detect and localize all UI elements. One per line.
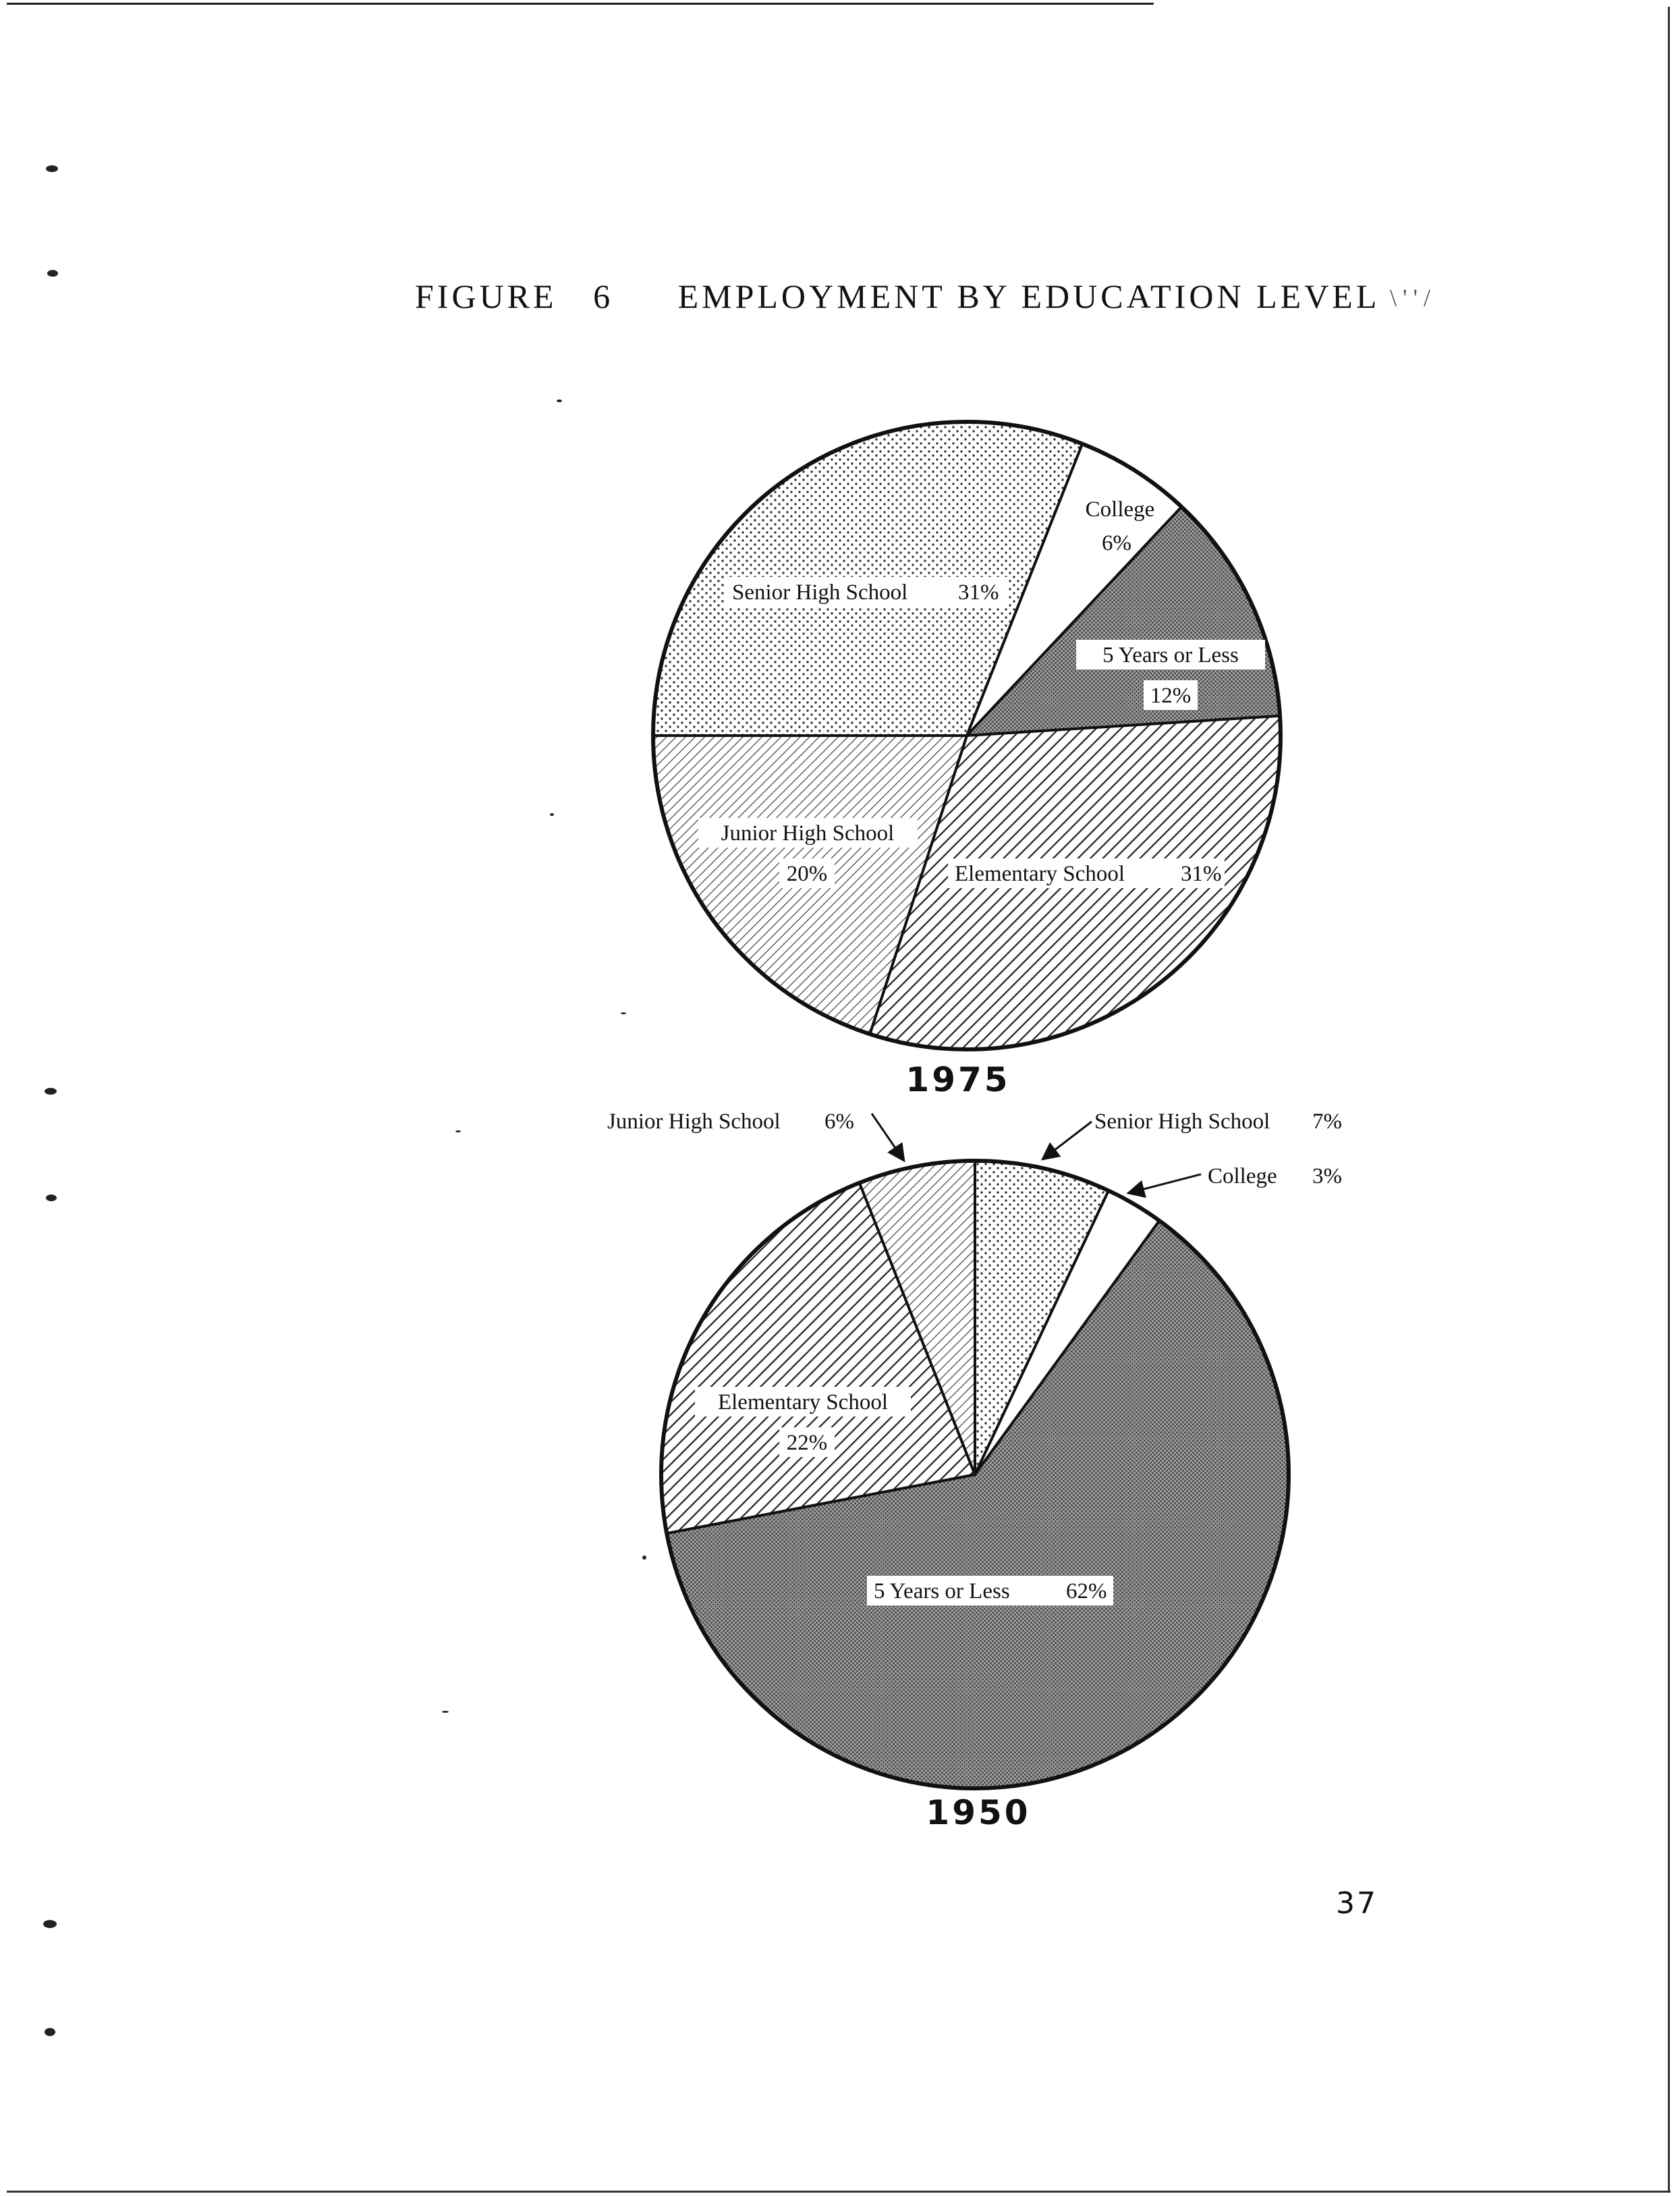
label-1950-elementary-name: Elementary School xyxy=(717,1390,889,1415)
scan-speck xyxy=(47,270,58,277)
label-1950-college-name: College xyxy=(1208,1164,1277,1188)
label-1975-senior-high-value: 31% xyxy=(958,580,999,605)
label-1975-junior-high-name: Junior High School xyxy=(721,821,895,846)
label-1950-college-value: 3% xyxy=(1312,1164,1342,1188)
pie-1950 xyxy=(661,1161,1289,1788)
arrow-college xyxy=(1128,1174,1201,1193)
label-1950-junior-high-name: Junior High School xyxy=(607,1109,781,1134)
scan-speck xyxy=(455,1130,461,1132)
year-1950-label: 1950 xyxy=(926,1793,1031,1832)
year-1975-label: 1975 xyxy=(905,1060,1011,1099)
label-1950-senior-high-name: Senior High School xyxy=(1094,1109,1270,1134)
label-1975-5years-value: 12% xyxy=(1150,684,1192,708)
scan-speck xyxy=(621,1012,626,1014)
scan-speck xyxy=(46,1195,57,1201)
figure-number: 6 xyxy=(593,277,614,315)
label-1975-elementary-value: 31% xyxy=(1181,862,1222,886)
label-1975-college-name: College xyxy=(1085,497,1155,522)
figure-label: FIGURE xyxy=(415,277,557,315)
label-1975-college-value: 6% xyxy=(1102,531,1131,555)
page-number: 37 xyxy=(1336,1886,1378,1921)
label-1975-elementary-name: Elementary School xyxy=(955,862,1125,886)
label-1950-senior-high-value: 7% xyxy=(1312,1109,1342,1134)
arrow-senior-high xyxy=(1042,1122,1092,1159)
scan-speck xyxy=(642,1556,646,1560)
label-1975-senior-high-name: Senior High School xyxy=(732,580,908,605)
scan-speck xyxy=(550,813,554,816)
scan-mark: \ ' ' / xyxy=(1390,284,1430,311)
label-1975-5years-name: 5 Years or Less xyxy=(1102,643,1239,667)
scan-speck xyxy=(557,400,562,402)
label-1950-elementary-value: 22% xyxy=(786,1431,828,1455)
scan-speck xyxy=(46,165,58,172)
scan-speck xyxy=(45,1088,57,1095)
label-1950-5years-value: 62% xyxy=(1066,1579,1107,1603)
label-1975-junior-high-value: 20% xyxy=(786,862,828,886)
scan-speck xyxy=(45,2028,55,2036)
arrow-junior-high xyxy=(872,1114,904,1161)
label-1950-junior-high-value: 6% xyxy=(824,1109,854,1134)
label-1950-5years-name: 5 Years or Less xyxy=(874,1579,1010,1603)
figure-title-text: EMPLOYMENT BY EDUCATION LEVEL xyxy=(677,277,1380,315)
scan-speck xyxy=(442,1711,449,1713)
pie-1975 xyxy=(653,422,1281,1049)
scan-speck xyxy=(43,1920,57,1928)
